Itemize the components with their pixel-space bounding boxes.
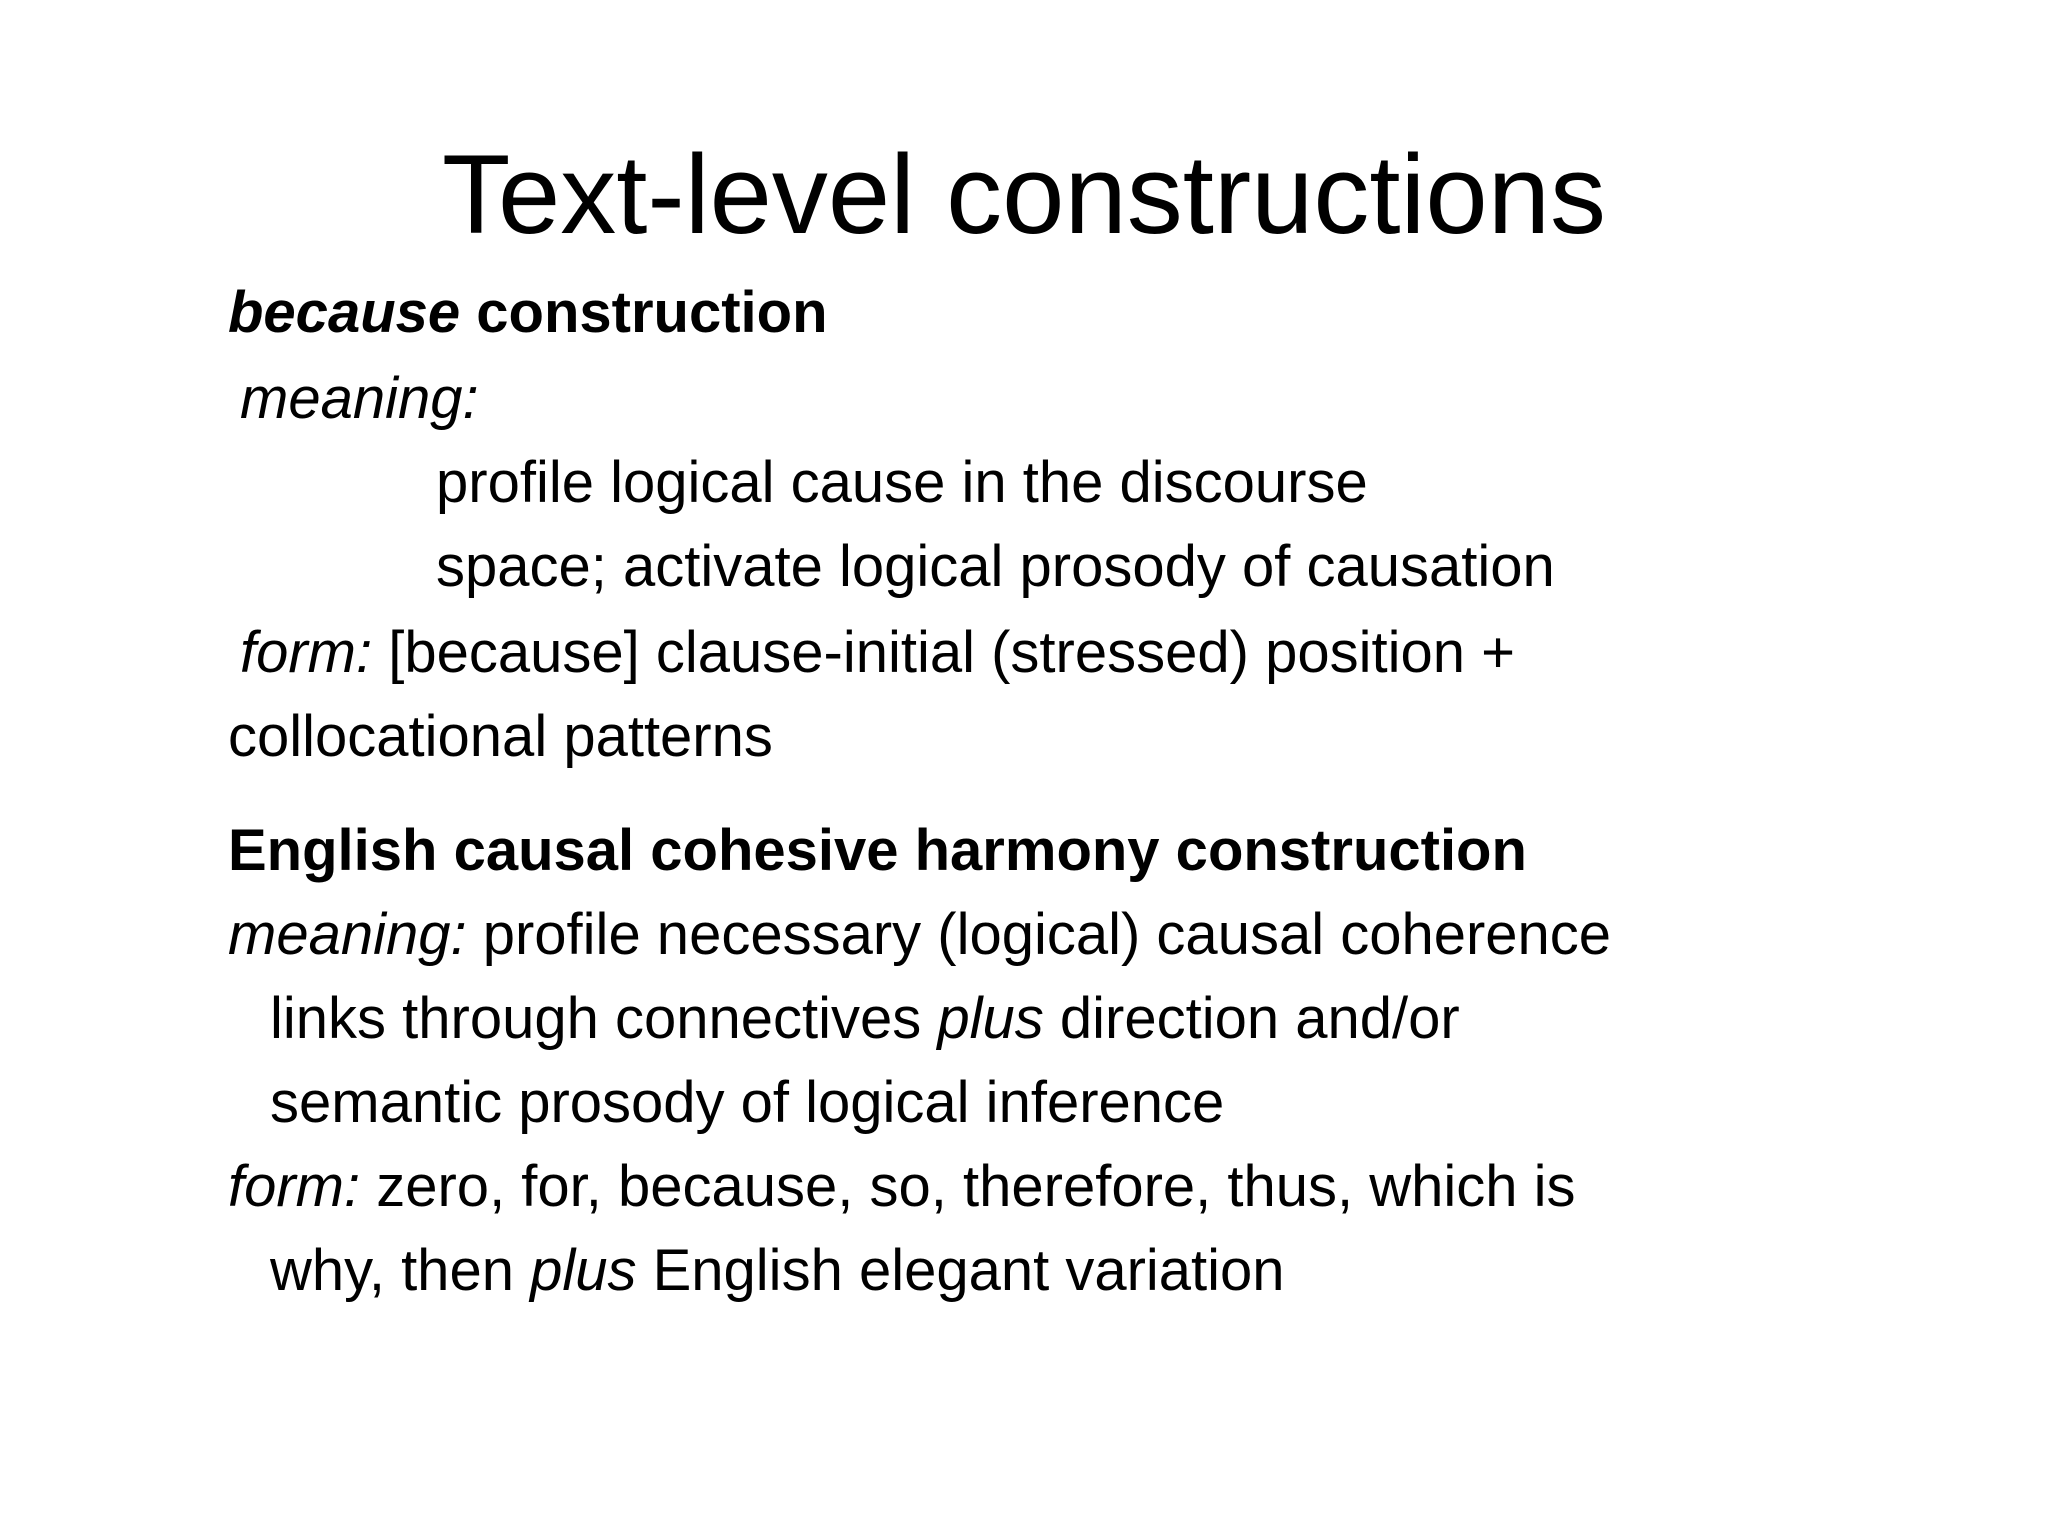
section2-meaning-line [228,900,1611,970]
section1-meaning-line1: profile logical cause in the discourse [436,450,1368,515]
section2-heading: English causal cohesive harmony construction [228,818,1527,883]
section2-form-label: form: [228,1154,361,1219]
section2-meaning-text: profile necessary (logical) causal coherence [466,902,1612,967]
section1-heading-rest: construction [460,280,828,345]
section2-meaning-line2-a: links through connectives [270,986,938,1051]
section2-form-text: zero, for, because, so, therefore, thus, which is [360,1154,1576,1219]
section1-form-line [240,618,1515,688]
section1-heading-italic: because [228,280,461,345]
section2-form-line2 [270,1236,1285,1306]
section2-meaning-line2 [270,984,1460,1054]
section1-form-line2: collocational patterns [228,704,773,769]
section2-meaning-line3: semantic prosody of logical inference [270,1070,1225,1135]
section2-form-line [228,1152,1576,1222]
section1-form-label: form: [240,620,373,685]
section1-meaning-label: meaning: [240,366,479,431]
section2-meaning-line2-b: direction and/or [1043,986,1460,1051]
section2-form-line2-b: English elegant variation [636,1238,1285,1303]
section1-form-text: [because] clause-initial (stressed) position + [372,620,1515,685]
section1-meaning-line2: space; activate logical prosody of causation [436,534,1555,599]
section2-meaning-line2-plus: plus [937,986,1044,1051]
slide-title: Text-level constructions [441,132,1607,257]
section2-form-line2-a: why, then [270,1238,531,1303]
section2-meaning-label: meaning: [228,902,467,967]
section2-form-line2-plus: plus [530,1238,637,1303]
section1-heading [228,278,828,348]
